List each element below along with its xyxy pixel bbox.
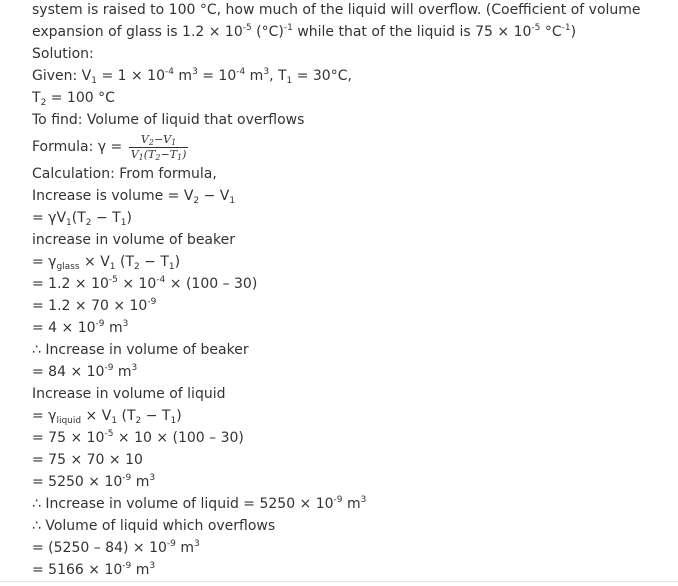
beaker-step-2: = $1.2 \times 70 \times 10^{-9}$ [32,297,157,314]
increase-volume-line: Increase is volume = $V_2 - V_1$ [32,188,236,206]
beaker-step-1: = $1.2 \times 10^{-5} \times 10^{-4} \times (100 - 30)$ [32,275,258,292]
overflow-step-1: = $(5250 - 84) \times 10^{-9}$ $m^3$ [32,539,200,556]
solution-heading: Solution: [32,46,94,62]
liquid-step-2: = 75 × 70 × 10 [32,452,143,468]
text: system is raised to 100 °C, how much of the liquid will overflow. (Coefficient of volume [32,2,641,18]
beaker-step-3: = $4 \times 10^{-9}$ $m^3$ [32,319,129,336]
overflow-heading: ∴ Volume of liquid which overflows [32,518,276,534]
beaker-heading: increase in volume of beaker [32,232,235,248]
gamma-glass-line: = $\gamma_{glass} \times V_1$ $(T_2 - T_1)$ [32,254,181,272]
liquid-step-3: = $5250 \times 10^{-9}$ $m^3$ [32,473,156,490]
to-find-line: To find: Volume of liquid that overflows [32,112,305,128]
liquid-step-1: = $75 \times 10^{-5} \times 10 \times (100 - 30)$ [32,429,244,446]
bottom-divider [0,581,678,582]
question-line-1 [32,1,641,19]
t2-line: $T_2 = 100$ °C [32,90,115,108]
fraction-numerator: $V_2-V_1$ [129,134,189,148]
formula-fraction [129,134,189,161]
overflow-result: = $5166 \times 10^{-9}$ $m^3$ [32,561,156,578]
question-line-2: expansion of glass is $1.2 \times 10^{-5}$ $(^\circ C)^{-1}$ while that of the liquid is $75 \times 10^{-5}$ $^\circ C^{-1}$) [32,23,577,40]
gamma-v-line: = $\gamma V_1(T_2 - T_1)$ [32,210,132,228]
beaker-result: = $84 \times 10^{-9}$ $m^3$ [32,363,138,380]
liquid-heading: Increase in volume of liquid [32,386,226,402]
given-line: Given: $V_1 = 1 \times 10^{-4}$ $m^3 = 10^{-4}$ $m^3$, $T_1 = 30^\circ C$, [32,67,352,86]
beaker-therefore: ∴ Increase in volume of beaker [32,342,249,358]
fraction-denominator: $V_1(T_2-T_1)$ [130,147,187,162]
liquid-therefore: ∴ Increase in volume of liquid = $5250 \times 10^{-9}$ $m^3$ [32,495,367,512]
gamma-liquid-line: = $\gamma_{liquid} \times V_1$ $(T_2 - T_1)$ [32,408,182,426]
calculation-line: Calculation: From formula, [32,166,217,182]
formula-line: Formula: γ = $\frac{V_2-V_1}{V_1(T_2-T_1)}$ [32,132,187,162]
